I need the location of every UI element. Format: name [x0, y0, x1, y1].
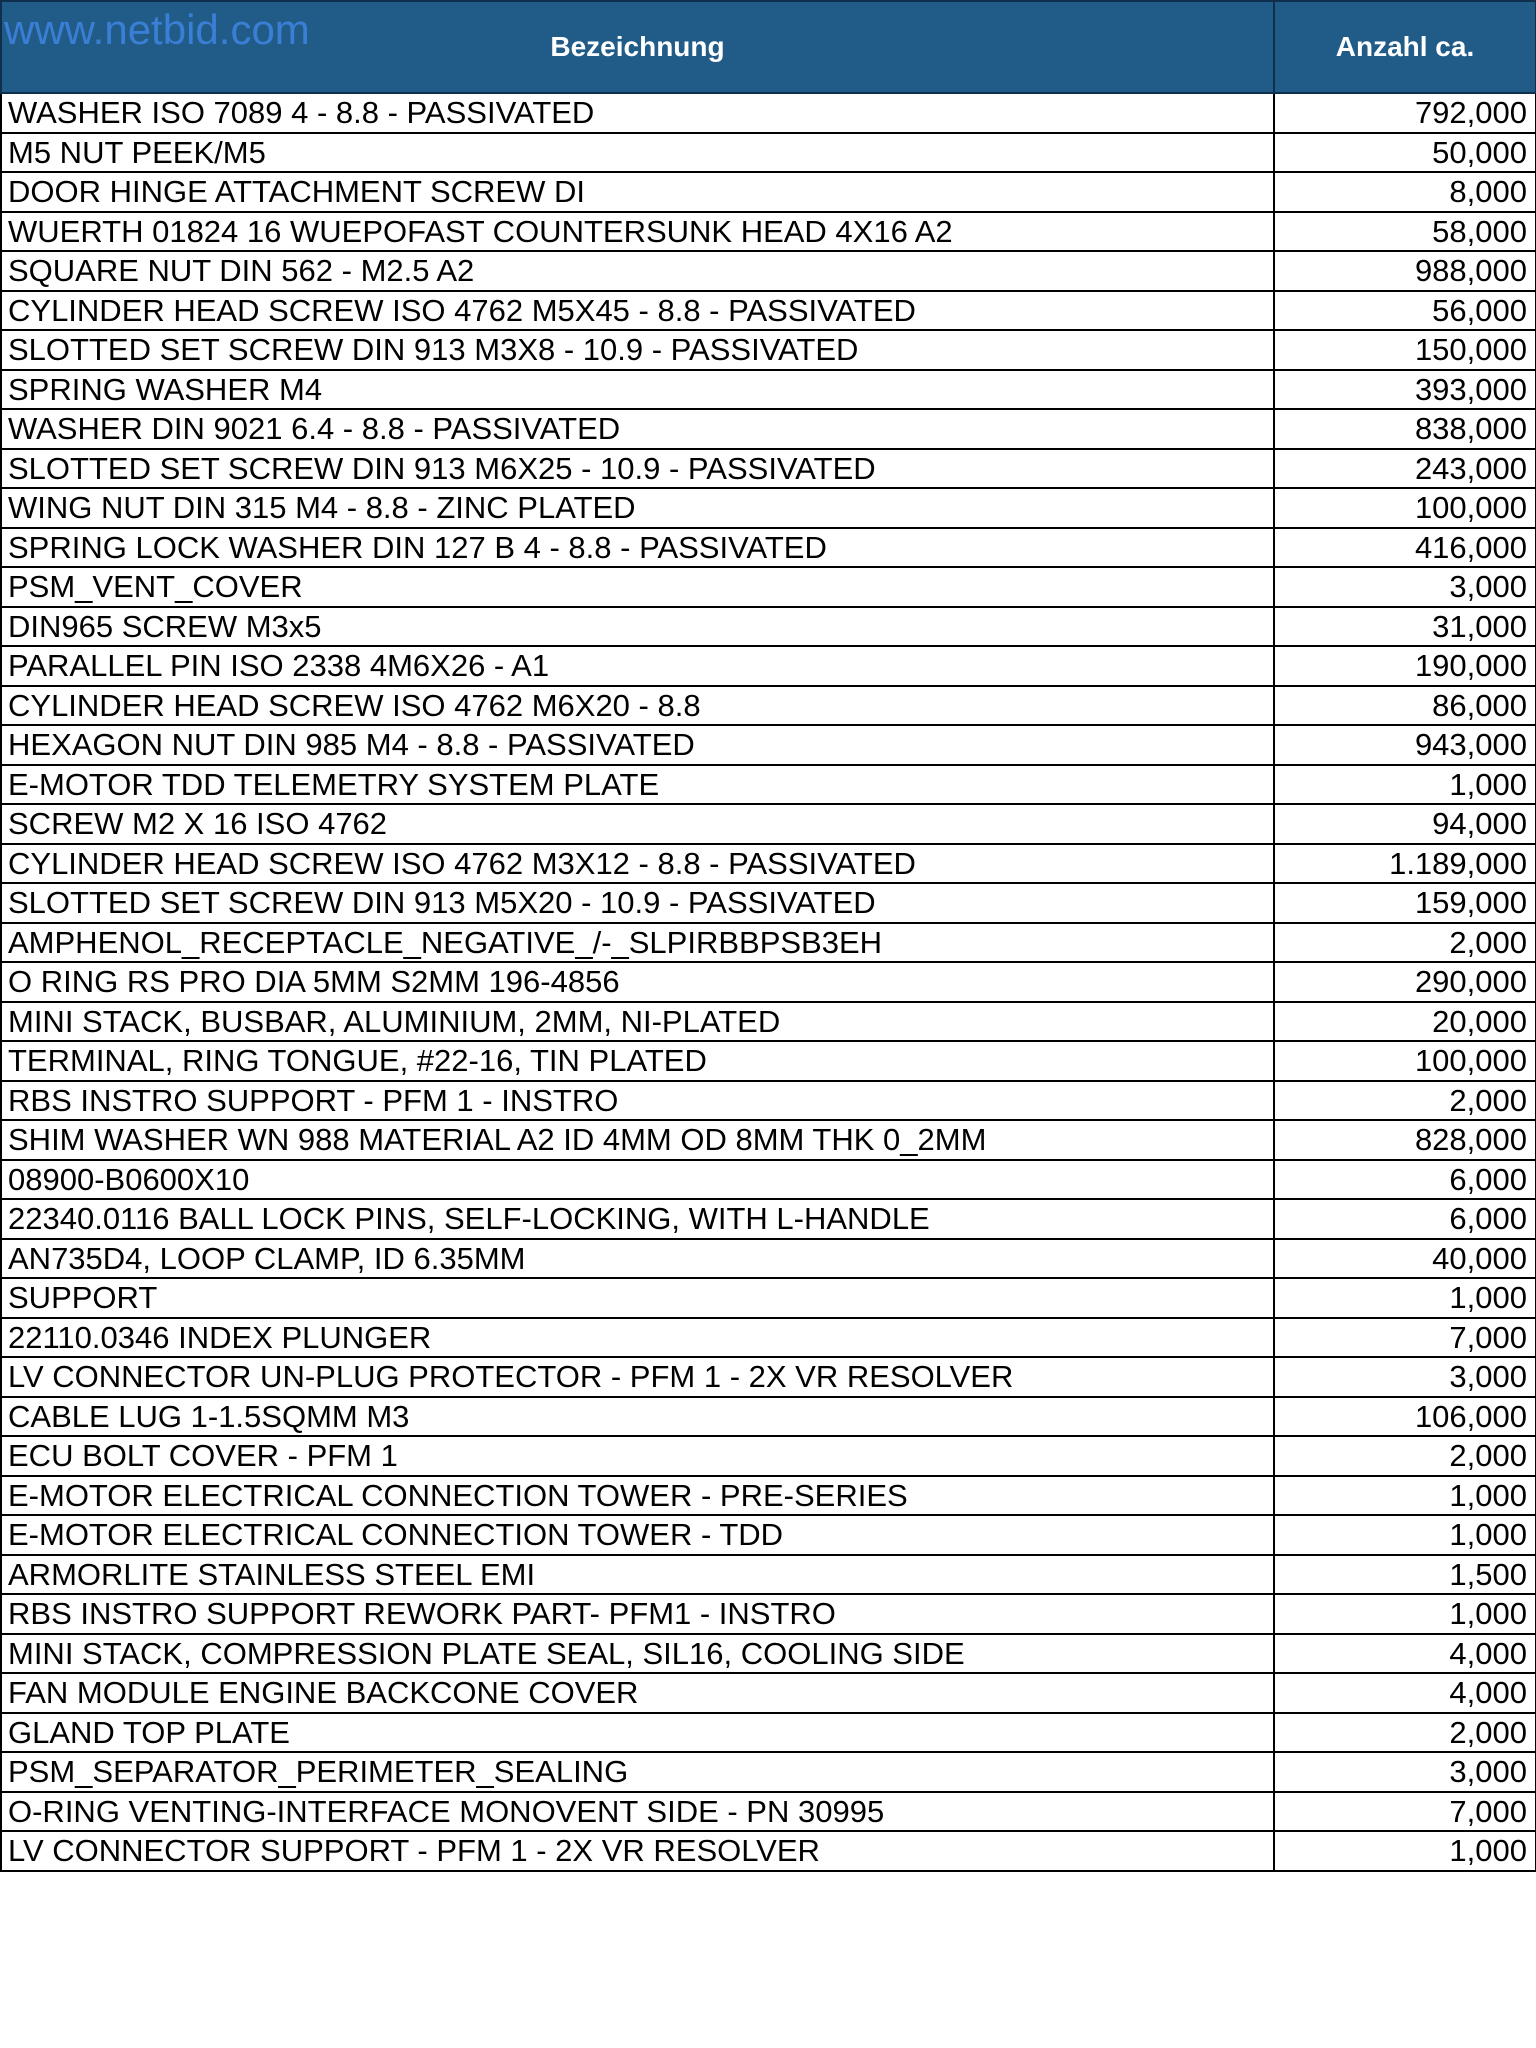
cell-bezeichnung: DIN965 SCREW M3x5 — [1, 607, 1274, 647]
cell-anzahl: 3,000 — [1274, 567, 1536, 607]
cell-anzahl: 58,000 — [1274, 212, 1536, 252]
table-row — [1, 1555, 1536, 1595]
cell-bezeichnung: CABLE LUG 1-1.5SQMM M3 — [1, 1397, 1274, 1437]
cell-anzahl: 2,000 — [1274, 1713, 1536, 1753]
table-row — [1, 607, 1536, 647]
table-row — [1, 93, 1536, 133]
cell-anzahl: 86,000 — [1274, 686, 1536, 726]
table-row — [1, 1318, 1536, 1358]
table-row — [1, 1199, 1536, 1239]
cell-bezeichnung: MINI STACK, COMPRESSION PLATE SEAL, SIL16, COOLING SIDE — [1, 1634, 1274, 1674]
table-row — [1, 923, 1536, 963]
cell-anzahl: 159,000 — [1274, 883, 1536, 923]
cell-bezeichnung: CYLINDER HEAD SCREW ISO 4762 M6X20 - 8.8 — [1, 686, 1274, 726]
cell-anzahl: 1,000 — [1274, 1594, 1536, 1634]
cell-bezeichnung: LV CONNECTOR UN-PLUG PROTECTOR - PFM 1 - 2X VR RESOLVER — [1, 1357, 1274, 1397]
cell-anzahl: 243,000 — [1274, 449, 1536, 489]
cell-anzahl: 31,000 — [1274, 607, 1536, 647]
cell-anzahl: 190,000 — [1274, 646, 1536, 686]
cell-bezeichnung: AMPHENOL_RECEPTACLE_NEGATIVE_/-_SLPIRBBPSB3EH — [1, 923, 1274, 963]
cell-bezeichnung: E-MOTOR ELECTRICAL CONNECTION TOWER - TDD — [1, 1515, 1274, 1555]
cell-bezeichnung: GLAND TOP PLATE — [1, 1713, 1274, 1753]
cell-bezeichnung: PARALLEL PIN ISO 2338 4M6X26 - A1 — [1, 646, 1274, 686]
cell-bezeichnung: E-MOTOR TDD TELEMETRY SYSTEM PLATE — [1, 765, 1274, 805]
cell-bezeichnung: CYLINDER HEAD SCREW ISO 4762 M5X45 - 8.8 - PASSIVATED — [1, 291, 1274, 331]
table-row — [1, 1002, 1536, 1042]
cell-anzahl: 838,000 — [1274, 409, 1536, 449]
table-row — [1, 962, 1536, 1002]
cell-bezeichnung: SLOTTED SET SCREW DIN 913 M3X8 - 10.9 - PASSIVATED — [1, 330, 1274, 370]
cell-anzahl: 2,000 — [1274, 1436, 1536, 1476]
cell-bezeichnung: RBS INSTRO SUPPORT - PFM 1 - INSTRO — [1, 1081, 1274, 1121]
cell-bezeichnung: O-RING VENTING-INTERFACE MONOVENT SIDE - PN 30995 — [1, 1792, 1274, 1832]
cell-anzahl: 100,000 — [1274, 488, 1536, 528]
table-row — [1, 330, 1536, 370]
table-row — [1, 804, 1536, 844]
cell-anzahl: 8,000 — [1274, 172, 1536, 212]
cell-anzahl: 7,000 — [1274, 1318, 1536, 1358]
cell-anzahl: 1,500 — [1274, 1555, 1536, 1595]
table-row — [1, 1594, 1536, 1634]
cell-anzahl: 40,000 — [1274, 1239, 1536, 1279]
cell-bezeichnung: SUPPORT — [1, 1278, 1274, 1318]
cell-bezeichnung: SLOTTED SET SCREW DIN 913 M5X20 - 10.9 - PASSIVATED — [1, 883, 1274, 923]
table-row — [1, 409, 1536, 449]
table-row — [1, 725, 1536, 765]
cell-bezeichnung: M5 NUT PEEK/M5 — [1, 133, 1274, 173]
cell-bezeichnung: SPRING LOCK WASHER DIN 127 B 4 - 8.8 - PASSIVATED — [1, 528, 1274, 568]
cell-bezeichnung: PSM_VENT_COVER — [1, 567, 1274, 607]
cell-anzahl: 1,000 — [1274, 765, 1536, 805]
cell-bezeichnung: SHIM WASHER WN 988 MATERIAL A2 ID 4MM OD 8MM THK 0_2MM — [1, 1120, 1274, 1160]
cell-anzahl: 290,000 — [1274, 962, 1536, 1002]
cell-bezeichnung: O RING RS PRO DIA 5MM S2MM 196-4856 — [1, 962, 1274, 1002]
table-row — [1, 528, 1536, 568]
table-row — [1, 1160, 1536, 1200]
cell-bezeichnung: 22110.0346 INDEX PLUNGER — [1, 1318, 1274, 1358]
table-row — [1, 1713, 1536, 1753]
cell-bezeichnung: SLOTTED SET SCREW DIN 913 M6X25 - 10.9 - PASSIVATED — [1, 449, 1274, 489]
cell-anzahl: 1,000 — [1274, 1476, 1536, 1516]
table-row — [1, 370, 1536, 410]
cell-anzahl: 2,000 — [1274, 1081, 1536, 1121]
cell-bezeichnung: WING NUT DIN 315 M4 - 8.8 - ZINC PLATED — [1, 488, 1274, 528]
cell-bezeichnung: 22340.0116 BALL LOCK PINS, SELF-LOCKING, WITH L-HANDLE — [1, 1199, 1274, 1239]
cell-bezeichnung: WASHER DIN 9021 6.4 - 8.8 - PASSIVATED — [1, 409, 1274, 449]
table-row — [1, 251, 1536, 291]
cell-bezeichnung: E-MOTOR ELECTRICAL CONNECTION TOWER - PRE-SERIES — [1, 1476, 1274, 1516]
table-row — [1, 1831, 1536, 1871]
cell-bezeichnung: FAN MODULE ENGINE BACKCONE COVER — [1, 1673, 1274, 1713]
cell-bezeichnung: LV CONNECTOR SUPPORT - PFM 1 - 2X VR RESOLVER — [1, 1831, 1274, 1871]
cell-bezeichnung: HEXAGON NUT DIN 985 M4 - 8.8 - PASSIVATED — [1, 725, 1274, 765]
cell-bezeichnung: MINI STACK, BUSBAR, ALUMINIUM, 2MM, NI-PLATED — [1, 1002, 1274, 1042]
table-row — [1, 488, 1536, 528]
table-row — [1, 844, 1536, 884]
table-row — [1, 212, 1536, 252]
cell-anzahl: 94,000 — [1274, 804, 1536, 844]
table-row — [1, 1278, 1536, 1318]
table-row — [1, 133, 1536, 173]
table-row — [1, 1397, 1536, 1437]
cell-bezeichnung: WASHER ISO 7089 4 - 8.8 - PASSIVATED — [1, 93, 1274, 133]
table-row — [1, 1634, 1536, 1674]
table-row — [1, 1081, 1536, 1121]
cell-anzahl: 2,000 — [1274, 923, 1536, 963]
table-body — [1, 93, 1536, 1871]
cell-anzahl: 56,000 — [1274, 291, 1536, 331]
cell-bezeichnung: AN735D4, LOOP CLAMP, ID 6.35MM — [1, 1239, 1274, 1279]
cell-anzahl: 1,000 — [1274, 1831, 1536, 1871]
cell-bezeichnung: DOOR HINGE ATTACHMENT SCREW DI — [1, 172, 1274, 212]
table-row — [1, 646, 1536, 686]
cell-anzahl: 100,000 — [1274, 1041, 1536, 1081]
cell-anzahl: 20,000 — [1274, 1002, 1536, 1042]
table-row — [1, 1041, 1536, 1081]
table-row — [1, 1239, 1536, 1279]
cell-anzahl: 1,000 — [1274, 1515, 1536, 1555]
cell-anzahl: 3,000 — [1274, 1752, 1536, 1792]
cell-anzahl: 792,000 — [1274, 93, 1536, 133]
cell-anzahl: 150,000 — [1274, 330, 1536, 370]
header-bezeichnung: Bezeichnung — [1, 1, 1274, 93]
cell-anzahl: 988,000 — [1274, 251, 1536, 291]
table-row — [1, 1515, 1536, 1555]
cell-bezeichnung: SQUARE NUT DIN 562 - M2.5 A2 — [1, 251, 1274, 291]
table-row — [1, 765, 1536, 805]
cell-bezeichnung: SCREW M2 X 16 ISO 4762 — [1, 804, 1274, 844]
table-row — [1, 567, 1536, 607]
cell-anzahl: 3,000 — [1274, 1357, 1536, 1397]
cell-anzahl: 416,000 — [1274, 528, 1536, 568]
cell-anzahl: 943,000 — [1274, 725, 1536, 765]
cell-anzahl: 4,000 — [1274, 1673, 1536, 1713]
table-row — [1, 1357, 1536, 1397]
netbid-watermark: www.netbid.com — [4, 6, 310, 53]
cell-bezeichnung: TERMINAL, RING TONGUE, #22-16, TIN PLATED — [1, 1041, 1274, 1081]
cell-bezeichnung: ARMORLITE STAINLESS STEEL EMI — [1, 1555, 1274, 1595]
table-row — [1, 172, 1536, 212]
table-row — [1, 1436, 1536, 1476]
table-row — [1, 449, 1536, 489]
cell-anzahl: 6,000 — [1274, 1160, 1536, 1200]
cell-anzahl: 106,000 — [1274, 1397, 1536, 1437]
cell-anzahl: 828,000 — [1274, 1120, 1536, 1160]
cell-bezeichnung: CYLINDER HEAD SCREW ISO 4762 M3X12 - 8.8 - PASSIVATED — [1, 844, 1274, 884]
cell-anzahl: 393,000 — [1274, 370, 1536, 410]
cell-bezeichnung: 08900-B0600X10 — [1, 1160, 1274, 1200]
cell-anzahl: 6,000 — [1274, 1199, 1536, 1239]
table-row — [1, 1673, 1536, 1713]
cell-bezeichnung: WUERTH 01824 16 WUEPOFAST COUNTERSUNK HEAD 4X16 A2 — [1, 212, 1274, 252]
table-row — [1, 1120, 1536, 1160]
table-row — [1, 686, 1536, 726]
table-row — [1, 1752, 1536, 1792]
table-row — [1, 1792, 1536, 1832]
table-row — [1, 1476, 1536, 1516]
cell-anzahl: 4,000 — [1274, 1634, 1536, 1674]
header-anzahl: Anzahl ca. — [1274, 1, 1536, 93]
cell-anzahl: 50,000 — [1274, 133, 1536, 173]
cell-bezeichnung: ECU BOLT COVER - PFM 1 — [1, 1436, 1274, 1476]
cell-anzahl: 1.189,000 — [1274, 844, 1536, 884]
cell-anzahl: 1,000 — [1274, 1278, 1536, 1318]
cell-bezeichnung: SPRING WASHER M4 — [1, 370, 1274, 410]
table-row — [1, 883, 1536, 923]
table-row — [1, 291, 1536, 331]
cell-bezeichnung: RBS INSTRO SUPPORT REWORK PART- PFM1 - INSTRO — [1, 1594, 1274, 1634]
cell-anzahl: 7,000 — [1274, 1792, 1536, 1832]
cell-bezeichnung: PSM_SEPARATOR_PERIMETER_SEALING — [1, 1752, 1274, 1792]
